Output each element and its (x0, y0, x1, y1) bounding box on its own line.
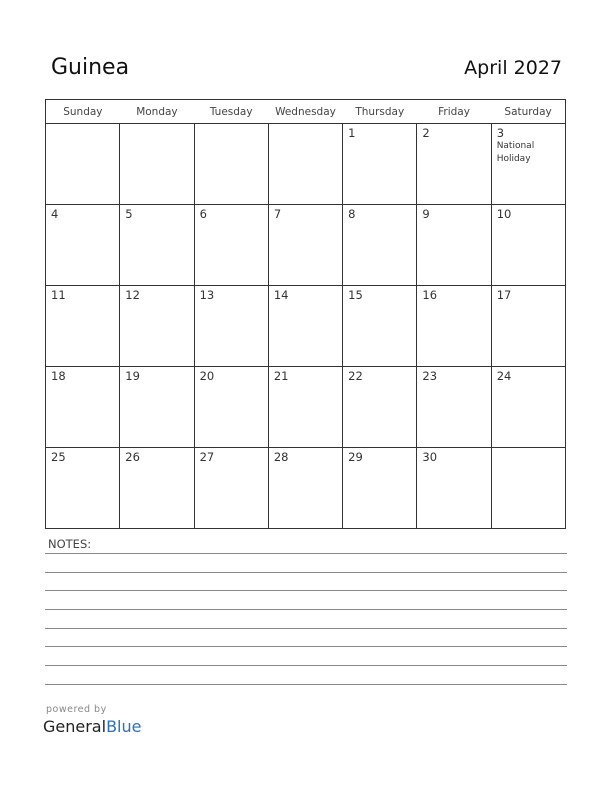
day-number: 7 (273, 207, 282, 221)
weekday-wednesday: Wednesday (268, 100, 342, 124)
notes-label: NOTES: (48, 537, 92, 551)
day-cell (268, 448, 342, 529)
day-number: 14 (273, 288, 289, 302)
notes-line (45, 553, 567, 554)
day-cell (46, 286, 120, 367)
weekday-sunday: Sunday (46, 100, 120, 124)
day-cell (194, 124, 268, 205)
holiday-label: National Holiday (496, 141, 535, 164)
notes-line (45, 590, 567, 591)
day-number: 19 (125, 369, 140, 383)
weekday-friday: Friday (417, 100, 491, 124)
day-cell (120, 124, 194, 205)
weekday-saturday: Saturday (491, 100, 565, 124)
day-cell (194, 286, 268, 367)
month-year-title: April 2027 (464, 57, 562, 79)
week-row (46, 205, 566, 286)
notes-line (45, 665, 567, 666)
day-number: 1 (348, 126, 356, 140)
notes-line (45, 646, 567, 647)
day-cell (46, 367, 120, 448)
day-number: 11 (51, 288, 66, 302)
day-cell (120, 205, 194, 286)
day-number: 16 (422, 288, 438, 302)
day-number: 20 (199, 369, 215, 383)
day-number: 21 (273, 369, 289, 383)
calendar-grid (45, 99, 566, 529)
day-cell (417, 124, 491, 205)
day-cell (194, 205, 268, 286)
day-number: 2 (422, 126, 430, 140)
day-number: 18 (51, 369, 66, 383)
day-cell (120, 367, 194, 448)
day-cell (417, 286, 491, 367)
day-cell (194, 448, 268, 529)
day-number: 15 (348, 288, 363, 302)
day-number: 27 (199, 450, 215, 464)
day-cell (417, 205, 491, 286)
brand-blue: Blue (106, 717, 142, 736)
day-number: 30 (422, 450, 438, 464)
notes-line (45, 684, 567, 685)
week-row (46, 367, 566, 448)
day-number: 23 (422, 369, 438, 383)
day-cell (268, 286, 342, 367)
day-number: 26 (125, 450, 140, 464)
day-number: 10 (496, 207, 512, 221)
day-cell (491, 205, 565, 286)
notes-line (45, 609, 567, 610)
day-cell (268, 367, 342, 448)
day-cell (491, 367, 565, 448)
day-cell (491, 124, 565, 205)
weekday-tuesday: Tuesday (194, 100, 268, 124)
day-number: 5 (125, 207, 133, 221)
day-cell (46, 205, 120, 286)
day-cell (46, 124, 120, 205)
country-title: Guinea (51, 55, 130, 80)
day-cell (417, 367, 491, 448)
weekday-thursday: Thursday (343, 100, 417, 124)
generalblue-logo (43, 717, 141, 736)
day-cell (120, 448, 194, 529)
day-cell (343, 124, 417, 205)
brand-general: General (43, 717, 107, 736)
day-number: 8 (348, 207, 356, 221)
day-number: 17 (496, 288, 512, 302)
day-number: 4 (51, 207, 59, 221)
day-number: 24 (496, 369, 512, 383)
day-number: 22 (348, 369, 363, 383)
day-number: 9 (422, 207, 430, 221)
week-row (46, 124, 566, 205)
powered-by-text: powered by (46, 704, 107, 715)
notes-line (45, 572, 567, 573)
day-number: 29 (348, 450, 363, 464)
day-number: 6 (199, 207, 207, 221)
day-number: 28 (273, 450, 289, 464)
day-cell (343, 448, 417, 529)
week-row (46, 448, 566, 529)
day-number: 13 (199, 288, 215, 302)
day-cell (491, 286, 565, 367)
week-row (46, 286, 566, 367)
day-number: 3 (496, 126, 505, 140)
day-cell (343, 367, 417, 448)
weekday-header-row (46, 100, 566, 124)
weekday-monday: Monday (120, 100, 194, 124)
day-cell (268, 205, 342, 286)
day-cell (343, 286, 417, 367)
day-cell (491, 448, 565, 529)
day-number: 25 (51, 450, 66, 464)
day-number: 12 (125, 288, 140, 302)
day-cell (46, 448, 120, 529)
day-cell (194, 367, 268, 448)
day-cell (120, 286, 194, 367)
day-cell (417, 448, 491, 529)
day-cell (268, 124, 342, 205)
day-cell (343, 205, 417, 286)
notes-line (45, 628, 567, 629)
